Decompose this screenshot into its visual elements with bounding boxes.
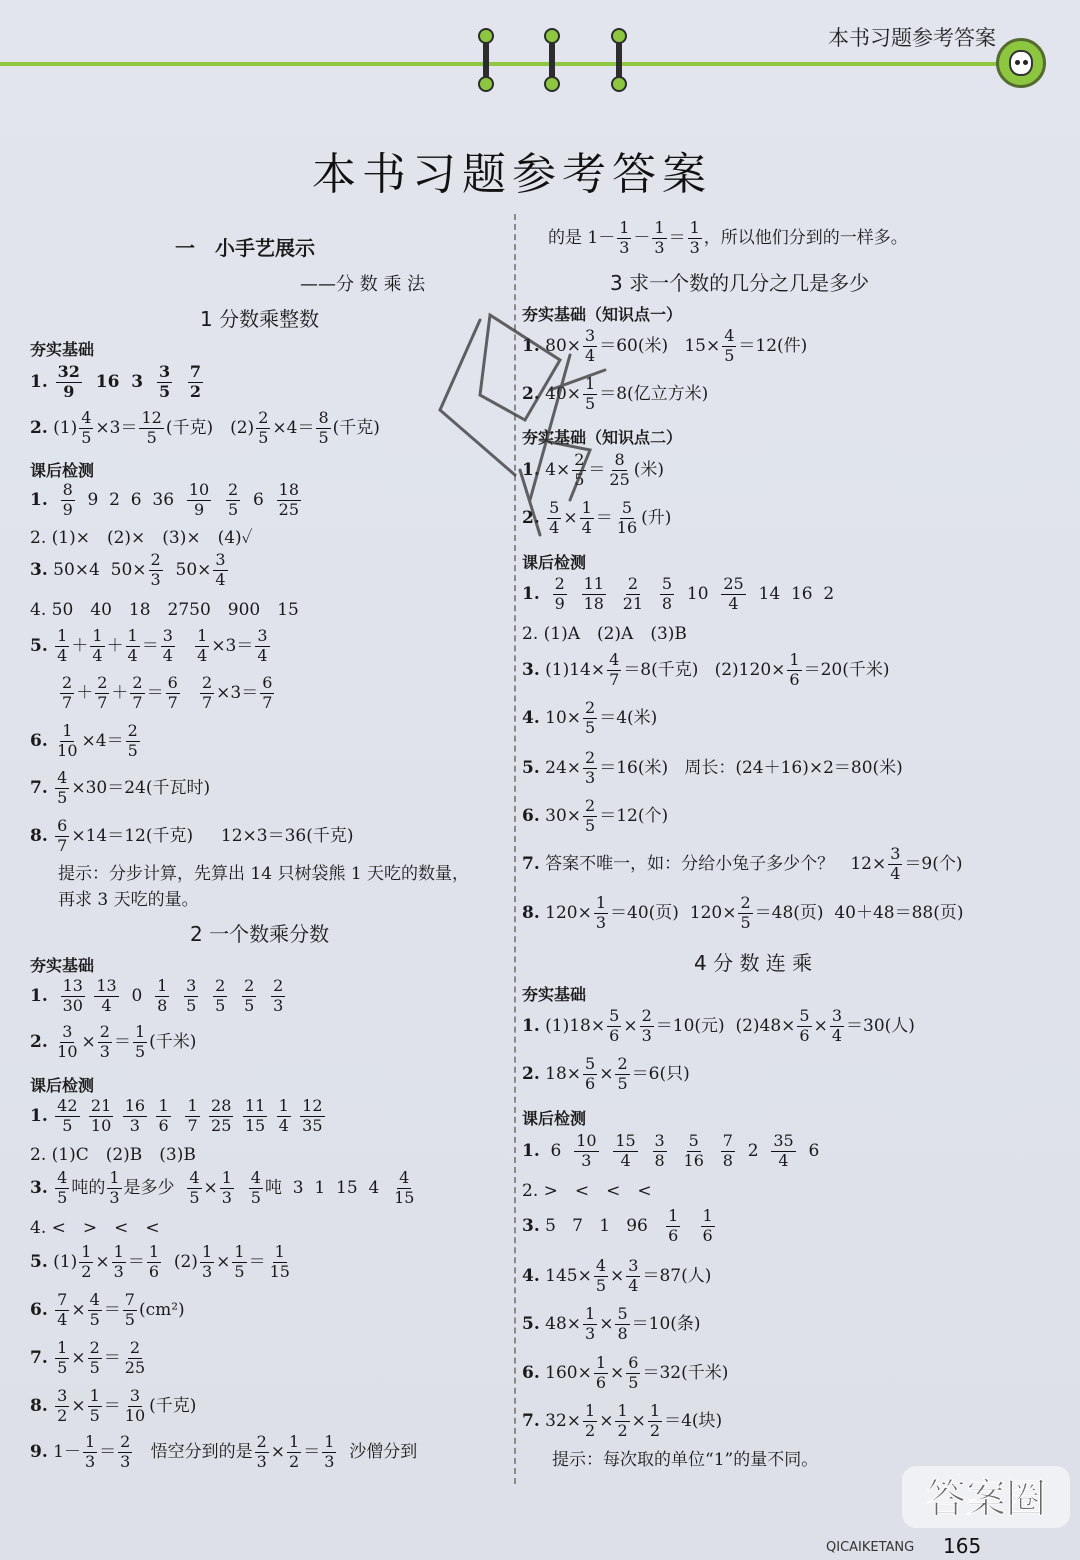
- hint-text: 提示：分步计算，先算出 14 只树袋熊 1 天吃的数量，: [58, 864, 470, 884]
- hint-text: 再求 3 天吃的量。: [58, 890, 199, 910]
- answer-line: 6. 30× $\frac{2}{5}$ ＝12(个): [522, 796, 669, 835]
- section-title: 1 分数乘整数: [200, 307, 320, 331]
- answer-line: 2. 40× $\frac{1}{5}$ ＝8(亿立方米): [522, 374, 709, 413]
- header-rule: [0, 62, 1010, 66]
- answer-line: 4. 50 40 18 2750 900 15: [30, 600, 299, 620]
- binder-ring-icon: [549, 34, 555, 86]
- binder-ring-icon: [483, 34, 489, 86]
- answer-line: 2. 18× $\frac{5}{6}$ × $\frac{2}{5}$ ＝6(只): [522, 1054, 690, 1093]
- answer-line: 2. (1)A (2)A (3)B: [522, 624, 687, 644]
- label-base: 夯实基础（知识点一）: [522, 305, 683, 324]
- answer-line: 1. $\frac{8}{9}$ 9 2 6 36 $\frac{10}{9}$ $\frac{2}{5}$ 6 $\frac{18}{25}$: [30, 480, 300, 519]
- answer-line: 1. 4× $\frac{2}{5}$ ＝ $\frac{8}{25}$ (米): [522, 450, 665, 489]
- answer-line: 6. $\frac{1}{10}$ ×4＝ $\frac{2}{5}$: [30, 721, 138, 760]
- answer-line: 6. $\frac{7}{4}$ × $\frac{4}{5}$ ＝ $\frac{7}{5}$ (cm²): [30, 1290, 185, 1329]
- answer-line: 2. (1)× (2)× (3)× (4)✓: [30, 528, 253, 548]
- label-check: 课后检测: [522, 553, 587, 572]
- page-number: 165: [943, 1534, 982, 1558]
- answer-line: 8. 120× $\frac{1}{3}$ ＝40(页) 120× $\frac{2}{5}$ ＝48(页) 40＋48＝88(页): [522, 893, 964, 932]
- label-check: 课后检测: [30, 1076, 95, 1095]
- answer-line: 3. $\frac{4}{5}$ 吨的 $\frac{1}{3}$ 是多少 $\frac{4}{5}$ × $\frac{1}{3}$ $\frac{4}{5}$ 吨 3 1 15 4 $\frac{4}{15}$: [30, 1168, 415, 1207]
- label-check: 课后检测: [522, 1109, 587, 1128]
- running-title: 本书习题参考答案: [828, 26, 996, 50]
- answer-line: 1. (1)18× $\frac{5}{6}$ × $\frac{2}{3}$ ＝10(元) (2)48× $\frac{5}{6}$ × $\frac{3}{4}$ ＝30(人): [522, 1006, 915, 1045]
- answer-line: 7. 32× $\frac{1}{2}$ × $\frac{1}{2}$ × $\frac{1}{2}$ ＝4(块): [522, 1401, 723, 1440]
- answer-line: 3. 50×4 50× $\frac{2}{3}$ 50× $\frac{3}{4}$: [30, 550, 226, 589]
- answer-line: 7. $\frac{4}{5}$ ×30＝24(千瓦时): [30, 768, 211, 807]
- label-base: 夯实基础: [30, 340, 95, 359]
- publisher-name: QICAIKETANG: [826, 1540, 915, 1555]
- answer-line: 1. $\frac{2}{9}$ $\frac{11}{18}$ $\frac{2}{21}$ $\frac{5}{8}$ 10 $\frac{25}{4}$ 14 16 2: [522, 574, 835, 613]
- answer-line: 1. 80× $\frac{3}{4}$ ＝60(米) 15× $\frac{4}{5}$ ＝12(件): [522, 326, 808, 365]
- answer-line: 1. $\frac{13}{30}$ $\frac{13}{4}$ 0 $\frac{1}{8}$ $\frac{3}{5}$ $\frac{2}{5}$ $\frac{2}{5}$ $\frac{2}{3}$: [30, 976, 284, 1015]
- answer-line: 1. $\frac{42}{5}$ $\frac{21}{10}$ $\frac{16}{3}$ $\frac{1}{6}$ $\frac{1}{7}$ $\frac{28}{25}$ $\frac{11}{15}$ $\frac{1}{4}$ $\frac{12}{35}$: [30, 1096, 323, 1135]
- page-title: 本书习题参考答案: [312, 149, 712, 200]
- answer-line: 7. $\frac{1}{5}$ × $\frac{2}{5}$ ＝ $\frac{2}{25}$: [30, 1338, 146, 1377]
- label-base: 夯实基础: [30, 956, 95, 975]
- answer-line: 9. 1－ $\frac{1}{3}$ ＝ $\frac{2}{3}$ 悟空分到的是 $\frac{2}{3}$ × $\frac{1}{2}$ ＝ $\frac{1}{3}$ 沙僧分到: [30, 1432, 418, 1471]
- answer-line: 5. 24× $\frac{2}{3}$ ＝16(米) 周长：(24＋16)×2＝80(米): [522, 748, 903, 787]
- hint-text: 提示：每次取的单位“1”的量不同。: [552, 1450, 819, 1470]
- unit-subtitle: ——分 数 乘 法: [300, 274, 426, 295]
- answer-line: 2. (1) $\frac{4}{5}$ ×3＝ $\frac{12}{5}$ (千克) (2) $\frac{2}{5}$ ×4＝ $\frac{8}{5}$ (千克): [30, 408, 380, 447]
- answer-line: 3. 5 7 1 96 $\frac{1}{6}$ $\frac{1}{6}$: [522, 1206, 713, 1245]
- label-base: 夯实基础: [522, 985, 587, 1004]
- mascot-icon: [996, 38, 1046, 88]
- answer-line: 4. 10× $\frac{2}{5}$ ＝4(米): [522, 698, 658, 737]
- answer-line: 5. (1) $\frac{1}{2}$ × $\frac{1}{3}$ ＝ $\frac{1}{6}$ (2) $\frac{1}{3}$ × $\frac{1}{5}$ ＝ $\frac{1}{15}$: [30, 1242, 290, 1281]
- unit-title: 一 小手艺展示: [175, 236, 315, 260]
- answer-line: 2. $\frac{5}{4}$ × $\frac{1}{4}$ ＝ $\frac{5}{16}$ (升): [522, 498, 672, 537]
- label-check: 课后检测: [30, 461, 95, 480]
- answer-line: 2. (1)C (2)B (3)B: [30, 1145, 196, 1165]
- section-title: 3 求一个数的几分之几是多少: [610, 271, 870, 295]
- answer-line: 6. 160× $\frac{1}{6}$ × $\frac{6}{5}$ ＝32(千米): [522, 1353, 729, 1392]
- answer-line: 5. $\frac{1}{4}$ ＋ $\frac{1}{4}$ ＋ $\frac{1}{4}$ ＝ $\frac{3}{4}$ $\frac{1}{4}$ ×3＝ $\frac{3}{4}$: [30, 626, 268, 665]
- answer-line: 4. < > < <: [30, 1218, 160, 1238]
- svg-text:答案圈: 答案圈: [926, 1476, 1046, 1522]
- answer-line: 4. 145× $\frac{4}{5}$ × $\frac{3}{4}$ ＝87(人): [522, 1256, 712, 1295]
- answer-line: 2. $\frac{3}{10}$ × $\frac{2}{3}$ ＝ $\frac{1}{5}$ (千米): [30, 1022, 197, 1061]
- answer-line: 1. 6 $\frac{10}{3}$ $\frac{15}{4}$ $\frac{3}{8}$ $\frac{5}{16}$ $\frac{7}{8}$ 2 $\frac{35}{4}$ 6: [522, 1131, 820, 1170]
- section-title: 4 分 数 连 乘: [694, 951, 813, 975]
- binder-ring-icon: [616, 34, 622, 86]
- answer-line: 5. 48× $\frac{1}{3}$ × $\frac{5}{8}$ ＝10(条): [522, 1304, 701, 1343]
- answer-line: 8. $\frac{3}{2}$ × $\frac{1}{5}$ ＝ $\frac{3}{10}$ (千克): [30, 1386, 197, 1425]
- answer-line: $\frac{2}{7}$ ＋ $\frac{2}{7}$ ＋ $\frac{2}{7}$ ＝ $\frac{6}{7}$ $\frac{2}{7}$ ×3＝ $\frac{6}{7}$: [62, 673, 273, 712]
- column-divider: [514, 214, 516, 1484]
- section-title: 2 一个数乘分数: [190, 922, 330, 946]
- answer-line: 1. $\frac{32}{9}$ 16 3 $\frac{3}{5}$ $\frac{7}{2}$: [30, 362, 202, 401]
- answer-line: 8. $\frac{6}{7}$ ×14＝12(千克) 12×3＝36(千克): [30, 816, 354, 855]
- answer-line: 7. 答案不唯一，如：分给小兔子多少个？ 12× $\frac{3}{4}$ ＝9(个): [522, 844, 963, 883]
- answer-line: 2. > < < <: [522, 1181, 652, 1201]
- answer-line: 3. (1)14× $\frac{4}{7}$ ＝8(千克) (2)120× $\frac{1}{6}$ ＝20(千米): [522, 650, 890, 689]
- watermark-logo-icon: [900, 1462, 1072, 1534]
- answer-line-continued: 的是 1－ $\frac{1}{3}$ － $\frac{1}{3}$ ＝ $\frac{1}{3}$ ，所以他们分到的一样多。: [548, 218, 908, 257]
- label-base: 夯实基础（知识点二）: [522, 428, 683, 447]
